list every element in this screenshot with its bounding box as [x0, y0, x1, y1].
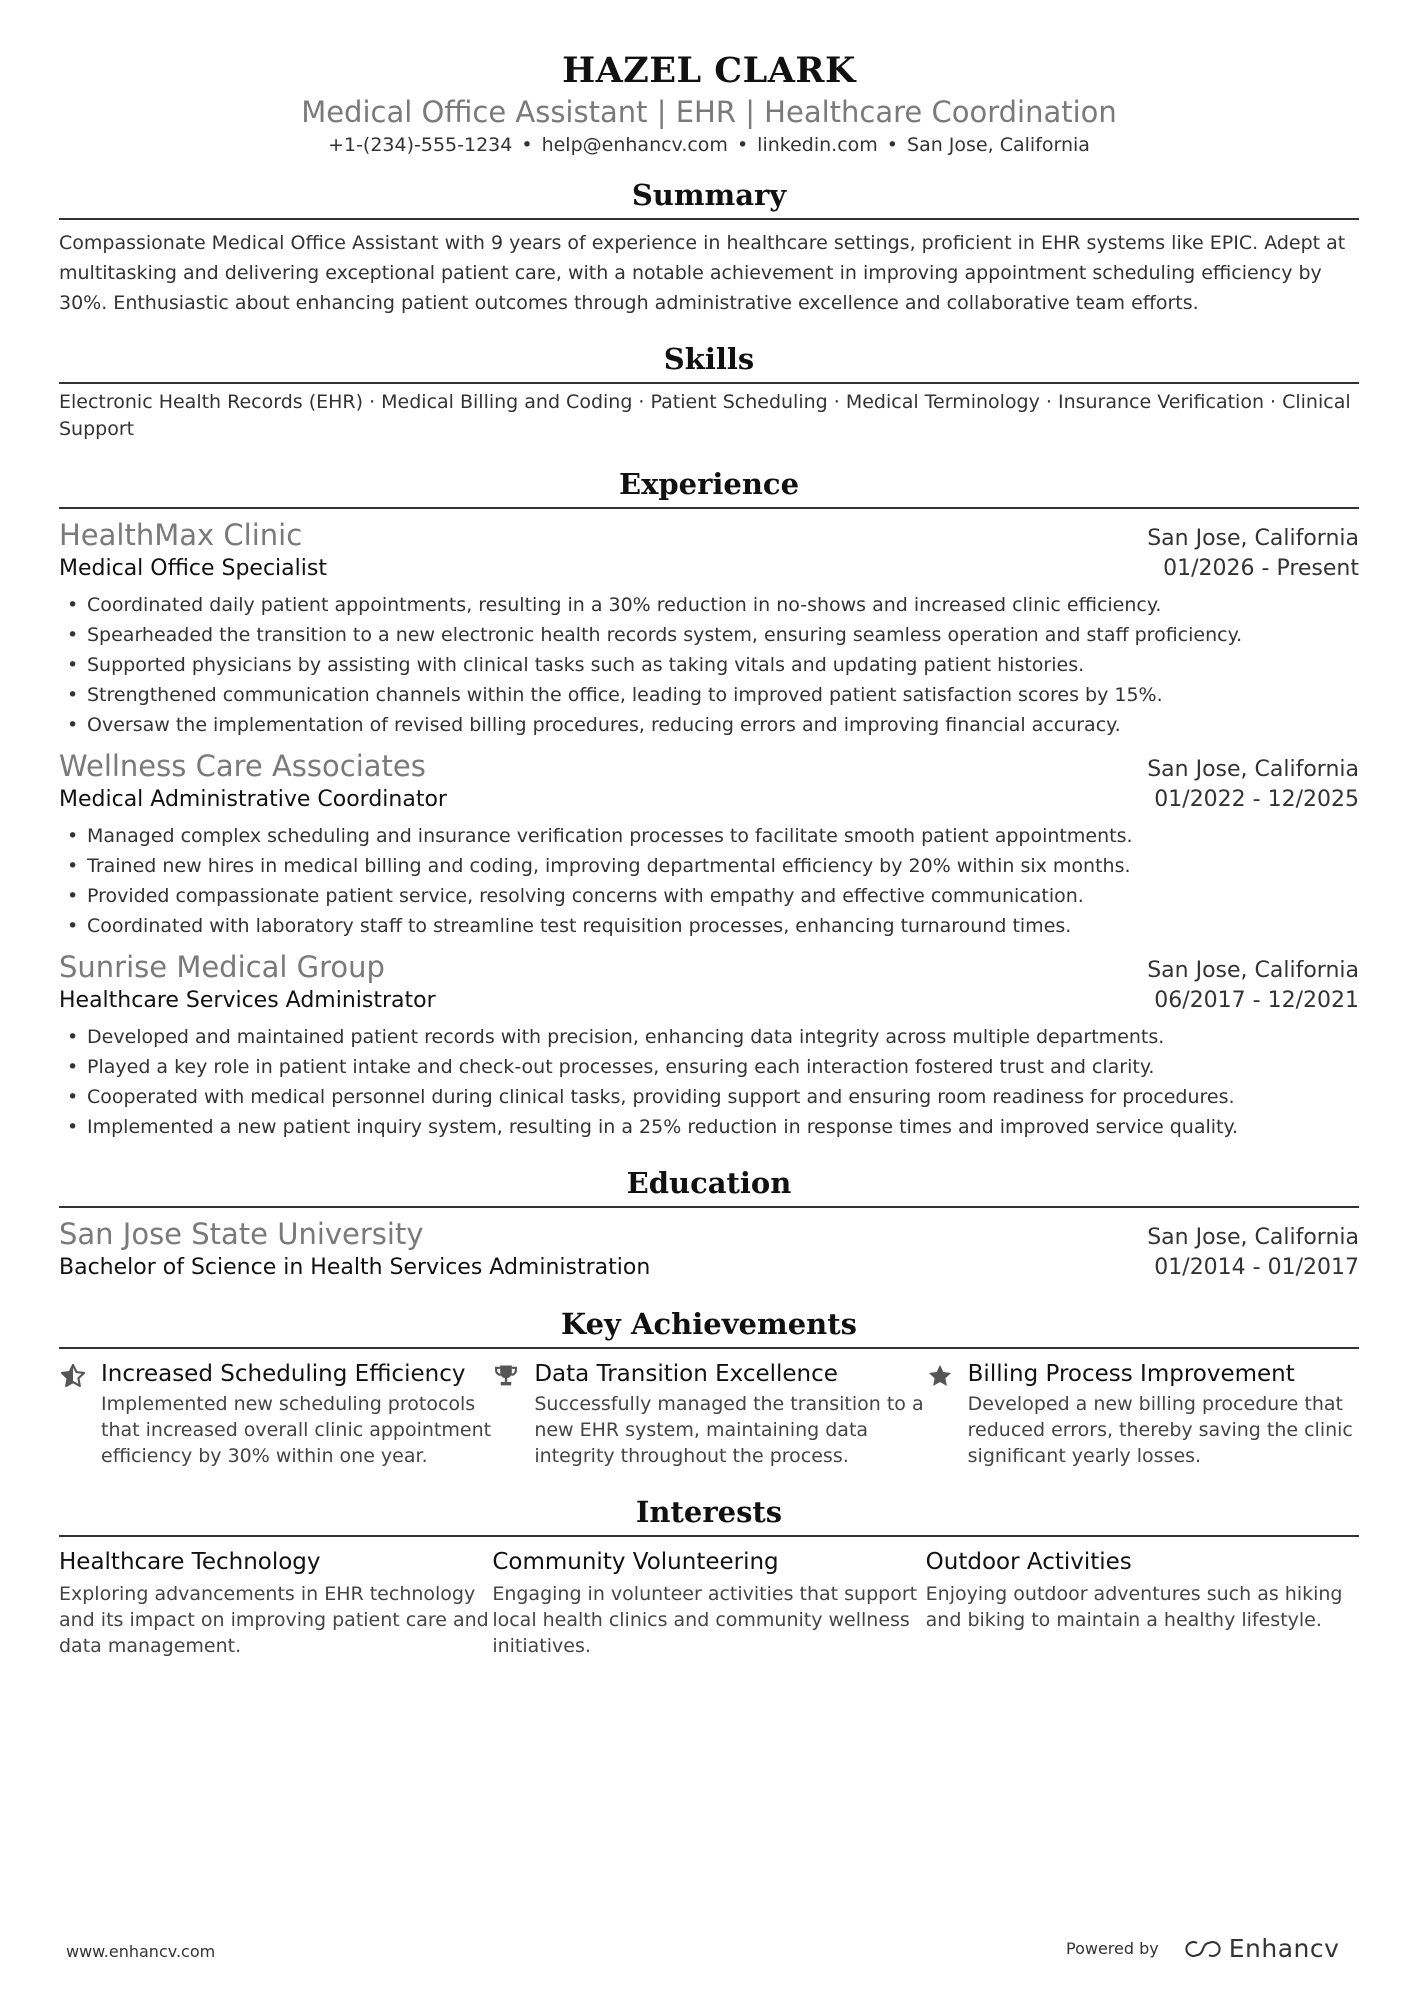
interest-title: Community Volunteering — [492, 1549, 779, 1575]
achievement-title: Increased Scheduling Efficiency — [101, 1361, 466, 1387]
email-link[interactable]: help@enhancv.com — [541, 134, 728, 156]
trophy-icon — [492, 1359, 534, 1469]
section-title-achievements: Key Achievements — [561, 1307, 857, 1341]
interest-item — [59, 1547, 492, 1659]
bullet-item: • Coordinated daily patient appointments, resulting in a 30% reduction in no-shows and increased clinic efficiency. — [87, 590, 1359, 620]
bullet-item: • Oversaw the implementation of revised billing procedures, reducing errors and improving financial accuracy. — [87, 710, 1359, 740]
company-name: Sunrise Medical Group — [59, 950, 385, 984]
education-section — [59, 1164, 1359, 1283]
footer-branding[interactable] — [1066, 1934, 1339, 1963]
achievement-item — [926, 1359, 1359, 1469]
interest-description: Enjoying outdoor adventures such as hiking and biking to maintain a healthy lifestyle. — [925, 1583, 1343, 1631]
skills-section — [59, 340, 1359, 443]
job-location: San Jose, California — [1147, 526, 1359, 551]
section-title-summary: Summary — [631, 178, 787, 212]
bullet-item: • Spearheaded the transition to a new electronic health records system, ensuring seamless operation and staff proficiency. — [87, 620, 1359, 650]
skills-list: Electronic Health Records (EHR) · Medical Billing and Coding · Patient Scheduling · Medical Terminology · Insurance Verification · Clinical Support — [59, 391, 1351, 440]
section-divider — [59, 1535, 1359, 1537]
linkedin-link[interactable]: linkedin.com — [757, 134, 878, 156]
section-divider — [59, 218, 1359, 220]
summary-text: Compassionate Medical Office Assistant with 9 years of experience in healthcare settings, proficient in EHR systems like EPIC. Adept at multitasking and delivering exceptional patient care, with a notable achievement in improving appointment scheduling efficiency by 30%. Enthusiastic about enhancing patient outcomes through administrative excellence and collaborative team efforts. — [59, 232, 1346, 314]
company-name: HealthMax Clinic — [59, 518, 303, 552]
section-divider — [59, 382, 1359, 384]
resume-page — [59, 0, 1359, 1659]
achievement-description: Successfully managed the transition to a new EHR system, maintaining data integrity throughout the process. — [534, 1393, 924, 1467]
section-title-skills: Skills — [663, 342, 755, 376]
interest-title: Healthcare Technology — [59, 1549, 321, 1575]
job-dates: 01/2022 - 12/2025 — [1154, 787, 1359, 812]
star-outline-icon — [59, 1359, 101, 1469]
achievements-section — [59, 1305, 1359, 1469]
job-entry — [59, 748, 1359, 941]
bullet-item: • Coordinated with laboratory staff to streamline test requisition processes, enhancing turnaround times. — [87, 911, 1359, 941]
section-divider — [59, 1206, 1359, 1208]
location: San Jose, California — [907, 134, 1090, 156]
summary-section — [59, 176, 1359, 318]
achievement-item — [59, 1359, 492, 1469]
interest-item — [926, 1547, 1359, 1659]
education-entry — [59, 1216, 1359, 1283]
interest-title: Outdoor Activities — [925, 1549, 1132, 1575]
section-title-experience: Experience — [618, 467, 800, 501]
phone[interactable]: +1-(234)-555-1234 — [328, 134, 513, 156]
brand-name: Enhancv — [1228, 1934, 1340, 1963]
degree: Bachelor of Science in Health Services Administration — [59, 1255, 651, 1280]
interest-description: Exploring advancements in EHR technology and its impact on improving patient care and data management. — [59, 1583, 489, 1657]
bullet-item: • Strengthened communication channels within the office, leading to improved patient satisfaction scores by 15%. — [87, 680, 1359, 710]
star-icon — [926, 1359, 968, 1469]
job-entry — [59, 949, 1359, 1142]
section-divider — [59, 507, 1359, 509]
job-title: Medical Office Specialist — [59, 556, 327, 581]
school-name: San Jose State University — [59, 1217, 424, 1251]
headline: Medical Office Assistant | EHR | Healthcare Coordination — [301, 95, 1117, 129]
job-dates: 06/2017 - 12/2021 — [1154, 988, 1359, 1013]
interest-description: Engaging in volunteer activities that support local health clinics and community wellness initiatives. — [492, 1583, 918, 1657]
enhancv-logo-icon — [1183, 1938, 1223, 1960]
interests-section — [59, 1493, 1359, 1659]
company-name: Wellness Care Associates — [59, 749, 426, 783]
bullet-item: • Supported physicians by assisting with clinical tasks such as taking vitals and updating patient histories. — [87, 650, 1359, 680]
bullet-item: • Played a key role in patient intake and check-out processes, ensuring each interaction fostered trust and clarity. — [87, 1052, 1359, 1082]
interest-item — [492, 1547, 925, 1659]
separator-dot: • — [736, 134, 749, 156]
separator-dot: • — [521, 134, 533, 156]
job-title: Medical Administrative Coordinator — [59, 787, 447, 812]
bullet-item: • Trained new hires in medical billing and coding, improving departmental efficiency by 20% within six months. — [87, 851, 1359, 881]
section-divider — [59, 1347, 1359, 1349]
section-title-education: Education — [626, 1166, 792, 1200]
job-dates: 01/2026 - Present — [1163, 556, 1359, 581]
candidate-name: HAZEL CLARK — [562, 50, 856, 91]
section-title-interests: Interests — [635, 1495, 783, 1529]
achievement-description: Developed a new billing procedure that reduced errors, thereby saving the clinic significant yearly losses. — [967, 1393, 1353, 1467]
job-bullets — [59, 590, 1359, 740]
bullet-item: • Implemented a new patient inquiry system, resulting in a 25% reduction in response times and improved service quality. — [87, 1112, 1359, 1142]
separator-dot: • — [886, 134, 899, 156]
bullet-item: • Provided compassionate patient service, resolving concerns with empathy and effective communication. — [87, 881, 1359, 911]
job-bullets — [59, 1022, 1359, 1142]
bullet-item: • Managed complex scheduling and insurance verification processes to facilitate smooth patient appointments. — [87, 821, 1359, 851]
enhancv-logo — [1183, 1934, 1340, 1963]
contact-line — [59, 132, 1359, 158]
powered-by-label: Powered by — [1066, 1939, 1159, 1958]
experience-section — [59, 465, 1359, 1142]
job-bullets — [59, 821, 1359, 941]
achievement-title: Billing Process Improvement — [967, 1361, 1295, 1387]
achievement-title: Data Transition Excellence — [534, 1361, 838, 1387]
job-location: San Jose, California — [1147, 958, 1359, 983]
education-dates: 01/2014 - 01/2017 — [1154, 1255, 1359, 1280]
school-location: San Jose, California — [1147, 1225, 1359, 1250]
job-entry — [59, 517, 1359, 740]
bullet-item: • Cooperated with medical personnel during clinical tasks, providing support and ensuring room readiness for procedures. — [87, 1082, 1359, 1112]
bullet-item: • Developed and maintained patient records with precision, enhancing data integrity across multiple departments. — [87, 1022, 1359, 1052]
footer-website-link[interactable]: www.enhancv.com — [66, 1942, 216, 1961]
achievement-item — [492, 1359, 925, 1469]
job-location: San Jose, California — [1147, 757, 1359, 782]
job-title: Healthcare Services Administrator — [59, 988, 436, 1013]
achievement-description: Implemented new scheduling protocols that increased overall clinic appointment efficiency by 30% within one year. — [101, 1393, 492, 1467]
